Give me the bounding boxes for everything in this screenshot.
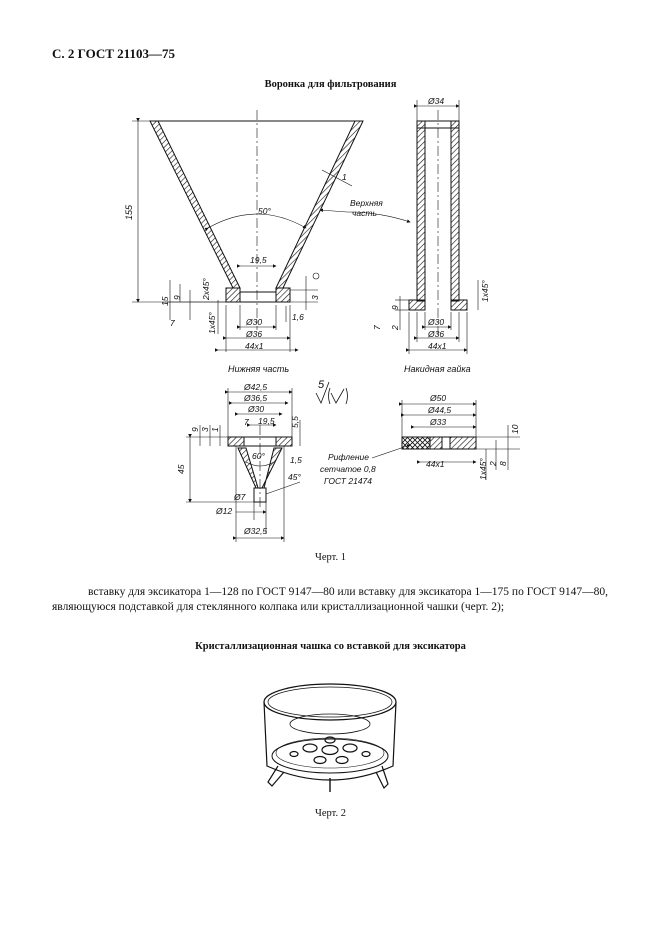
dim-d30-nut: Ø30: [428, 317, 445, 327]
dim-dia50: Ø50: [430, 393, 447, 403]
dim-44x1-nut: 44x1: [428, 341, 447, 351]
label-knurl-2: сетчатое 0,8: [320, 464, 376, 474]
dim-d36: Ø36: [246, 329, 263, 339]
dim-angle-50: 50°: [258, 206, 271, 216]
dim-1-lower: 1: [210, 427, 220, 432]
dim-1x45-nut: 1x45°: [480, 280, 490, 302]
label-lower-part: Нижняя часть: [228, 364, 290, 374]
lower-part-detail: [186, 388, 300, 542]
dim-3-lower: 3: [200, 427, 210, 432]
dim-5-5: 5,5: [290, 416, 300, 428]
dim-9-lower: 9: [190, 427, 200, 432]
dim-7-nut: 7: [372, 325, 382, 330]
body-paragraph: вставку для эксикатора 1—128 по ГОСТ 9147—80 или вставку для эксикатора 1—175 по ГОСТ 9147—80, являющуюся подставкой для стеклянного колпака или кристаллизационной чашки (черт. 2);: [52, 586, 608, 613]
funnel-labels: [124, 172, 383, 374]
dim-8: 8: [498, 461, 508, 466]
dim-d36-nut: Ø36: [428, 329, 445, 339]
dim-1-5: 1,5: [290, 455, 302, 465]
figure1-caption: Черт. 1: [315, 552, 346, 563]
dim-d36-5: Ø36,5: [244, 393, 268, 403]
dim-10: 10: [510, 424, 520, 434]
dim-d34: Ø34: [428, 96, 445, 106]
dim-d42-5: Ø42,5: [244, 382, 268, 392]
funnel-assembly: [132, 110, 410, 352]
dim-9: 9: [172, 295, 182, 300]
dim-3: 3: [310, 295, 320, 300]
dim-44x1: 44x1: [245, 341, 264, 351]
dim-19-5-lower: 19,5: [258, 416, 275, 426]
roughness-value: 5: [318, 379, 325, 391]
dim-dia32-5: Ø32,5: [244, 526, 268, 536]
dim-19-5: 19,5: [250, 255, 267, 265]
dim-d30: Ø30: [246, 317, 263, 327]
dim-45deg: 45°: [288, 472, 301, 482]
dim-45: 45: [176, 464, 186, 474]
dim-60: 60°: [252, 451, 265, 461]
dim-7-lower: 7: [244, 417, 249, 427]
label-knurl-1: Рифление: [328, 452, 369, 462]
dim-dia33: Ø33: [430, 417, 447, 427]
dim-1-6: 1,6: [292, 312, 304, 322]
dim-15: 15: [160, 296, 170, 306]
dim-9-nut: 9: [390, 305, 400, 310]
dim-2-knurl: 2: [488, 461, 498, 466]
dim-2x45: 2x45°: [201, 278, 211, 300]
nut-assembly: [395, 100, 478, 354]
dim-dia7: Ø7: [234, 492, 246, 502]
page-header: С. 2 ГОСТ 21103—75: [52, 46, 175, 61]
lower-part-labels: [176, 382, 302, 536]
dim-d30-lower: Ø30: [248, 404, 265, 414]
figure2-caption: Черт. 2: [315, 808, 346, 819]
label-nut: Накидная гайка: [404, 364, 471, 374]
dim-155: 155: [124, 204, 134, 220]
dim-dia12: Ø12: [216, 506, 233, 516]
dim-44x1-knurl: 44x1: [426, 459, 445, 469]
figure2-title: Кристаллизационная чашка со вставкой для эксикатора: [195, 641, 466, 652]
dim-1x45-knurl: 1x45°: [478, 458, 488, 480]
dim-dia44-5: Ø44,5: [428, 405, 452, 415]
label-knurl-3: ГОСТ 21474: [324, 476, 372, 486]
dim-7: 7: [170, 318, 175, 328]
dim-1-wall: 1: [342, 172, 347, 182]
label-upper-part-2: часть: [352, 208, 377, 218]
figure2-drawing: [250, 668, 410, 800]
dim-1x45: 1x45°: [207, 312, 217, 334]
figure1-title: Воронка для фильтрования: [264, 79, 397, 90]
label-upper-part-1: Верхняя: [350, 198, 383, 208]
dim-2-nut: 2: [390, 325, 400, 330]
nut-labels: [372, 96, 490, 374]
